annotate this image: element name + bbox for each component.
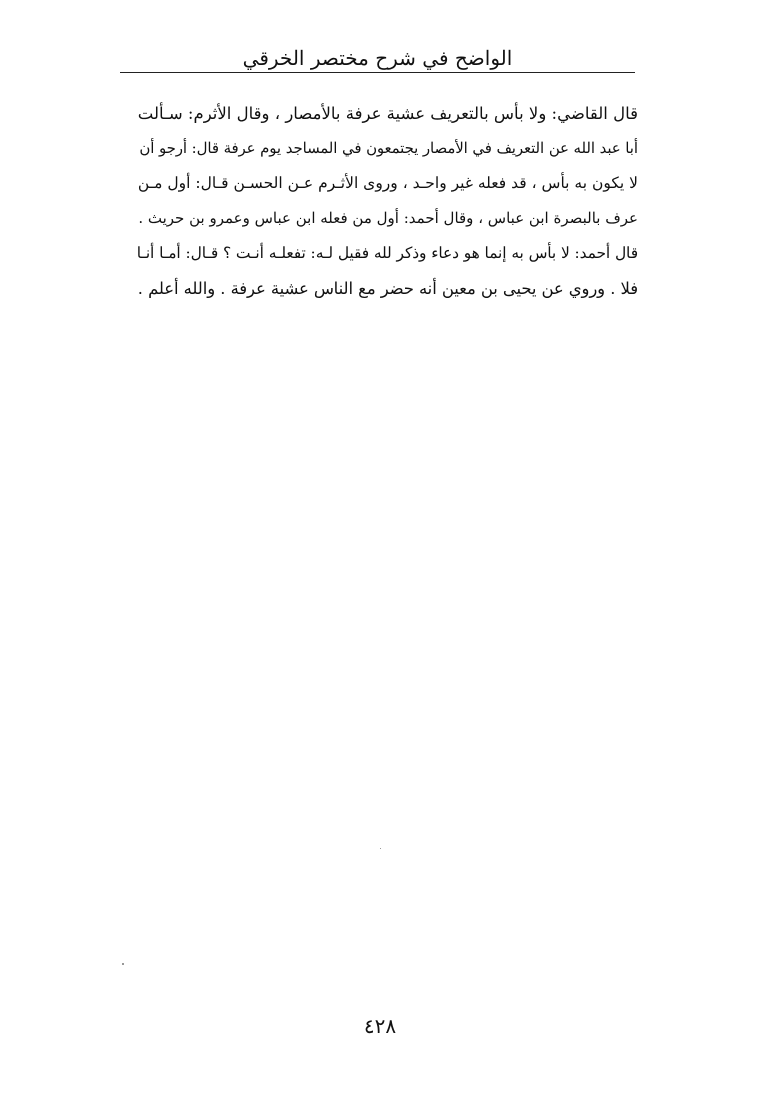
text-line: قال القاضي: ولا بأس بالتعريف عشية عرفة بالأمصار ، وقال الأثرم: سـألت <box>137 104 638 123</box>
text-line: عرف بالبصرة ابن عباس ، وقال أحمد: أول من فعله ابن عباس وعمرو بن حريث . <box>138 209 638 227</box>
text-line: قال أحمد: لا بأس به إنما هو دعاء وذكر لله فقيل لـه: تفعلـه أنـت ؟ قـال: أمـا أنـا <box>136 244 638 262</box>
body-paragraph <box>132 96 638 306</box>
scan-speck <box>380 848 381 849</box>
header-title: الواضح في شرح مختصر الخرقي <box>242 46 513 70</box>
text-line: أبا عبد الله عن التعريف في الأمصار يجتمعون في المساجد يوم عرفة قال: أرجو أن <box>139 140 638 157</box>
text-line: فلا . وروي عن يحيى بن معين أنه حضر مع الناس عشية عرفة . والله أعلم . <box>137 279 638 298</box>
page-number: ٤٢٨ <box>363 1014 397 1038</box>
text-line: لا يكون به بأس ، قد فعله غير واحـد ، وروى الأثـرم عـن الحسـن قـال: أول مـن <box>137 174 638 192</box>
scan-speck <box>122 963 124 965</box>
running-header <box>120 40 635 74</box>
header-rule <box>120 72 635 73</box>
